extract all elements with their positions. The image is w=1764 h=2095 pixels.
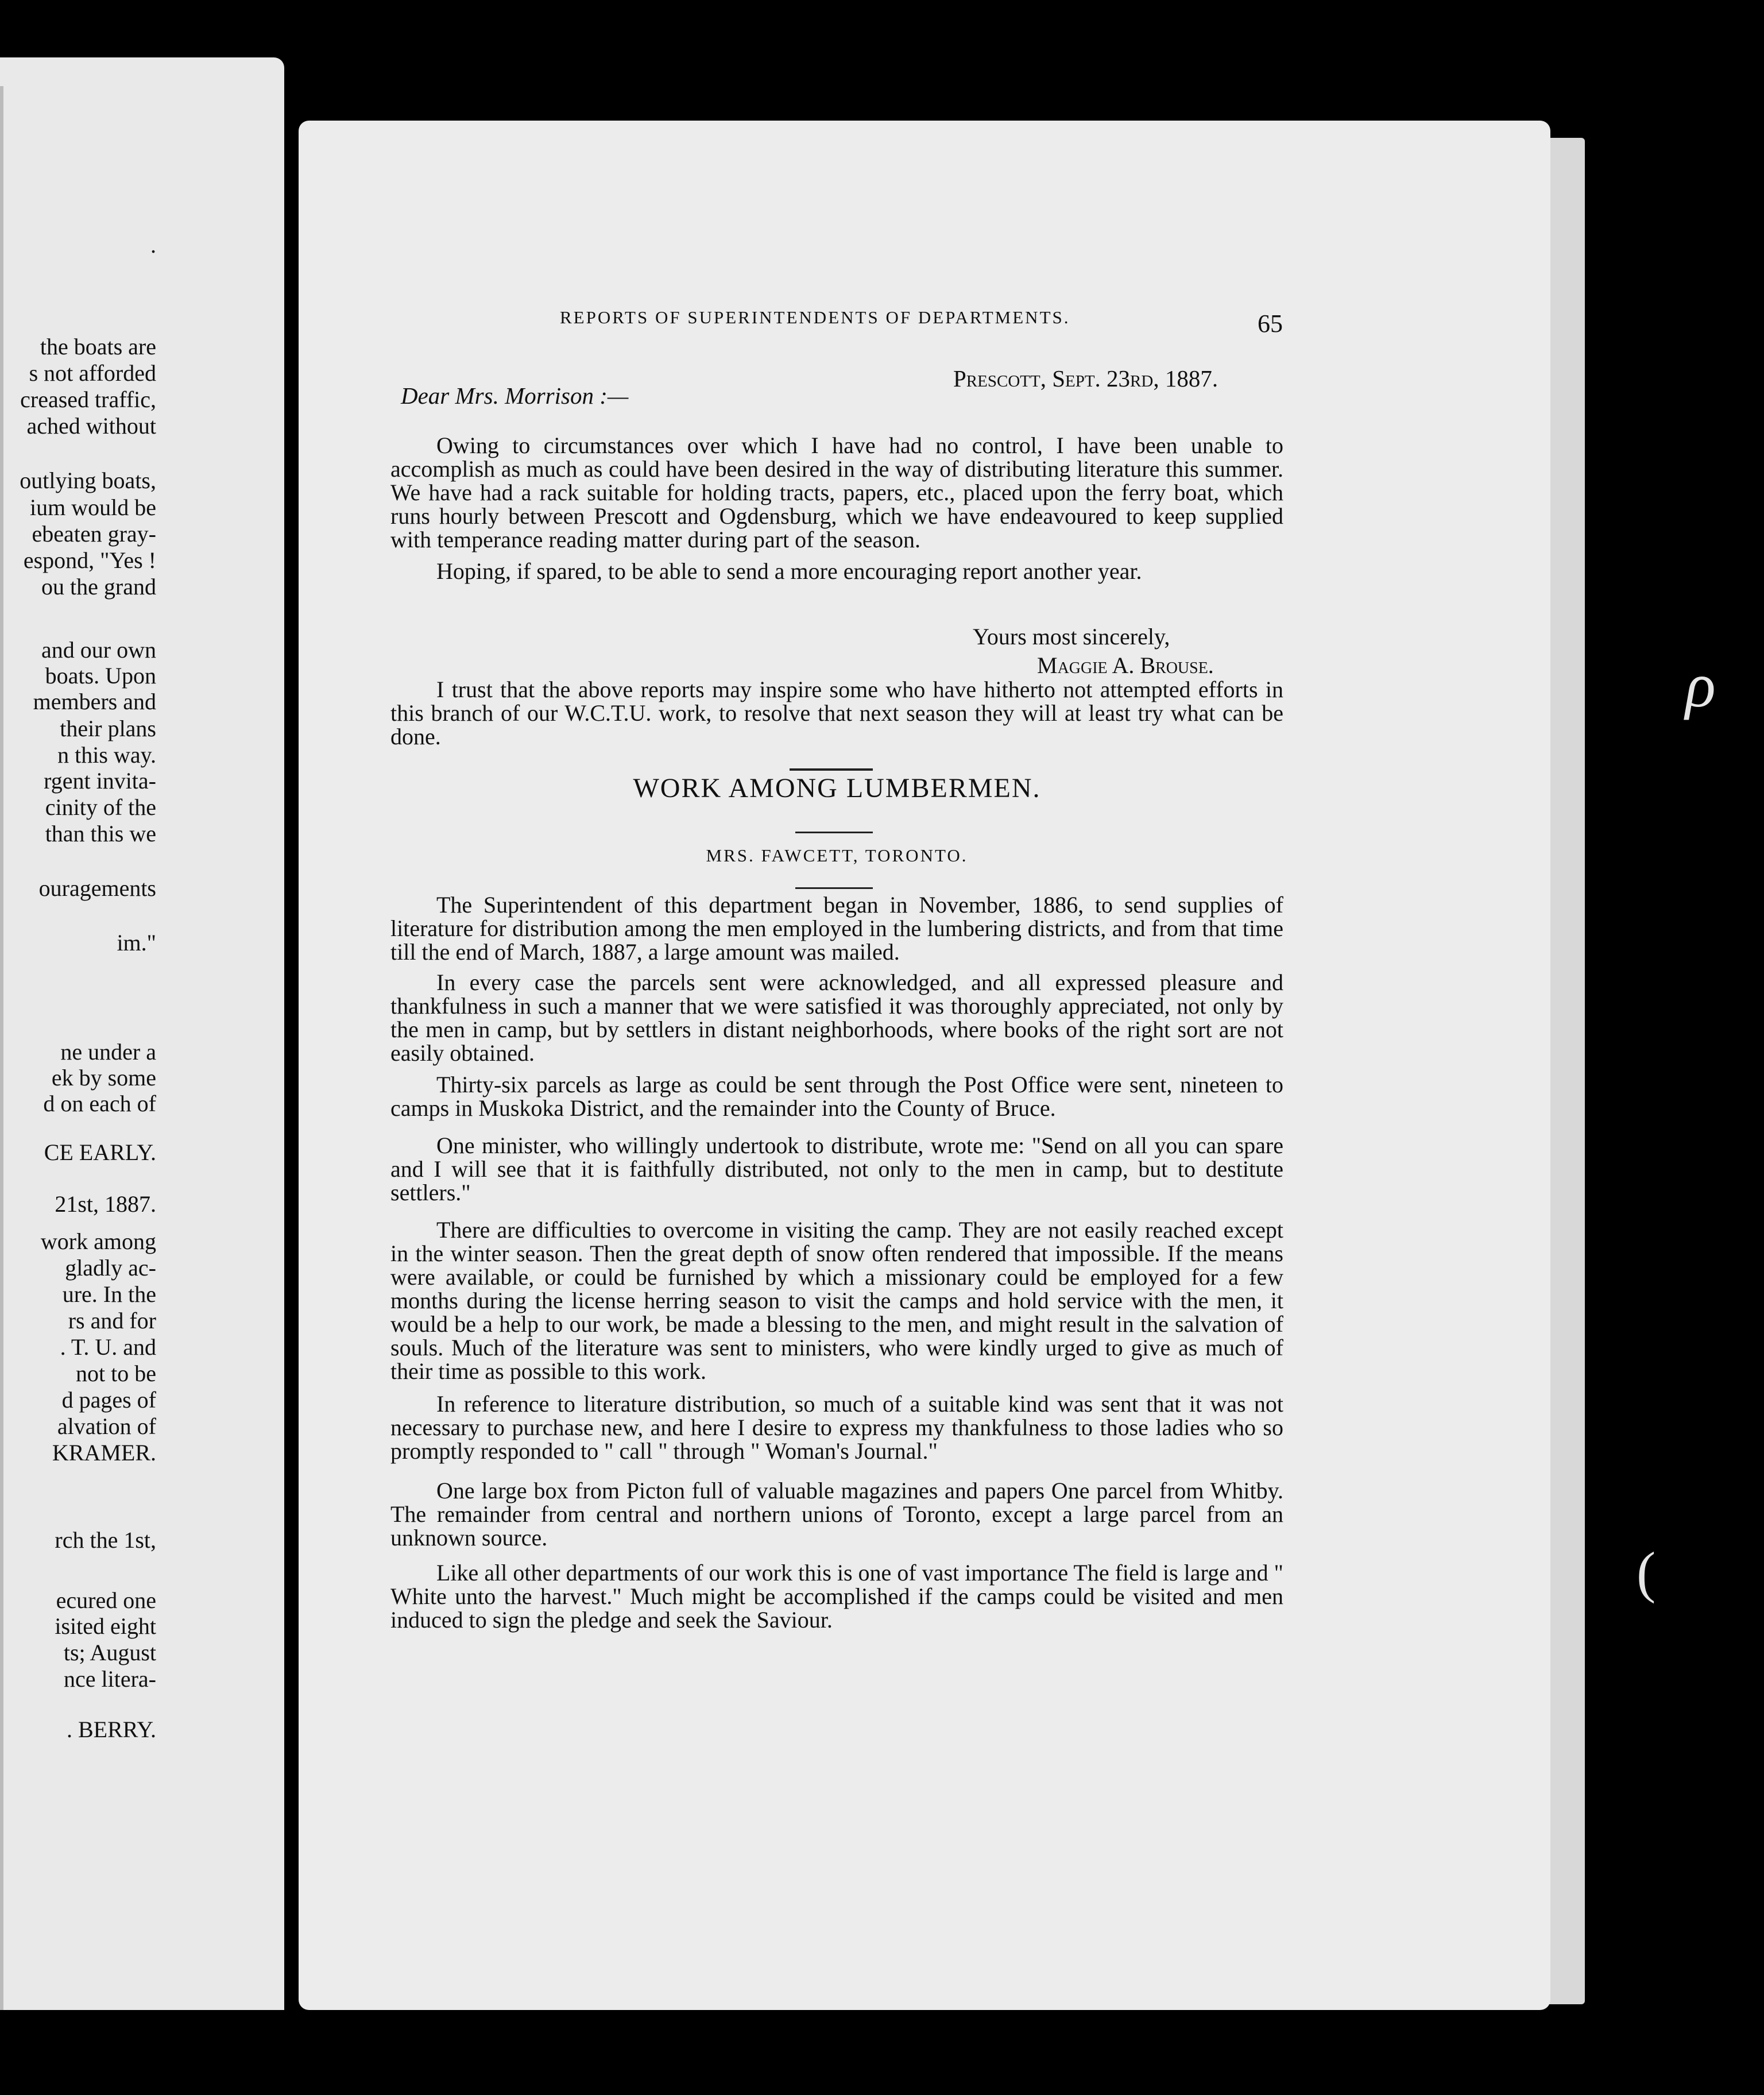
left-page-text-line: ached without xyxy=(26,413,156,439)
left-page-text-line: cinity of the xyxy=(45,794,156,820)
letter-place-date: Prescott, Sept. 23rd, 1887. xyxy=(953,365,1218,392)
body-paragraph: Like all other departments of our work this is one of vast importance The field is large and " White unto the harvest." Much might be accomplished if the camps could be visited and men induced to sign the pledge and seek the Saviour. xyxy=(390,1560,1283,1633)
left-page-text-line: d on each of xyxy=(43,1091,156,1116)
left-page-text-line: s not afforded xyxy=(29,360,156,386)
section-byline: MRS. FAWCETT, TORONTO. xyxy=(706,845,968,865)
left-page-text-line: im." xyxy=(117,930,156,956)
left-page-text-line: than this we xyxy=(45,821,156,846)
left-page-text-line: creased traffic, xyxy=(20,386,156,412)
left-page-text-line: members and xyxy=(33,689,156,714)
left-page-text-line: work among xyxy=(40,1228,156,1254)
body-paragraph: One large box from Picton full of valuable magazines and papers One parcel from Whitby. The remainder from central and northern unions of Toronto, except a large parcel from an unknown source. xyxy=(390,1478,1283,1551)
left-page-text-line: ecured one xyxy=(56,1587,156,1613)
left-page-text-line: 21st, 1887. xyxy=(55,1191,156,1217)
left-page-text-line: nce litera- xyxy=(64,1666,156,1692)
left-page-text-line: ebeaten gray- xyxy=(32,521,156,547)
left-page-text-line: KRAMER. xyxy=(52,1440,156,1466)
section-rule xyxy=(795,832,873,833)
letter-body xyxy=(390,434,1283,583)
left-page-text-line: gladly ac- xyxy=(65,1255,156,1281)
left-page-text-line: outlying boats, xyxy=(20,467,156,493)
left-page-text-line: ou the grand xyxy=(41,574,156,600)
editor-note-text: I trust that the above reports may inspire some who have hitherto not attempted efforts in this branch of our W.C.T.U. work, to resolve that next season they will at least try what can be done. xyxy=(390,677,1283,749)
letter-closing: Yours most sincerely, xyxy=(973,624,1170,650)
left-page-text-line: and our own xyxy=(41,637,156,663)
section-heading: WORK AMONG LUMBERMEN. xyxy=(633,773,1041,803)
left-page-text-line: ne under a xyxy=(60,1039,156,1065)
body-paragraph: One minister, who willingly undertook to distribute, wrote me: "Send on all you can spare and I will see that it is faithfully distributed, not only to the men in camp, but to destitute settlers." xyxy=(390,1132,1283,1205)
running-head: REPORTS OF SUPERINTENDENTS OF DEPARTMENTS. xyxy=(560,307,1070,327)
body-paragraph: The Superintendent of this department began in November, 1886, to send supplies of literature for distribution among the men employed in the lumbering districts, and from that time till the end of March, 1887, a large amount was mailed. xyxy=(390,892,1283,965)
letter-signature: Maggie A. Brouse. xyxy=(1037,652,1214,678)
section-rule xyxy=(790,768,873,771)
left-page-text-line: d pages of xyxy=(61,1387,156,1413)
editor-note xyxy=(390,678,1283,748)
letter-paragraph: Owing to circumstances over which I have had no control, I have been unable to accomplish as much as could have been desired in the way of distributing literature this summer. We have had a rack suitable for holding tracts, papers, etc., placed upon the ferry boat, which runs hourly between Prescott and Ogdensburg, which we have endeavoured to keep supplied with temperance reading matter during part of the season. xyxy=(390,432,1283,552)
left-page-text-line: the boats are xyxy=(40,334,156,360)
letter-salutation: Dear Mrs. Morrison :— xyxy=(401,382,629,409)
section-rule xyxy=(795,887,873,889)
left-page-text-line: alvation of xyxy=(57,1413,156,1439)
left-page-text-line: boats. Upon xyxy=(45,663,156,689)
body-paragraph: There are difficulties to overcome in visiting the camp. They are not easily reached except in the winter season. Then the great depth of snow often rendered that impossible. If the means were available, or could be furnished by which a missionary could be employed for a few months during the license herring season to visit the camps and hold service with the men, it would be a help to our work, be made a blessing to the men, and might result in the salvation of souls. Much of the literature was sent to ministers, who were kindly urged to give as much of their time as possible to this work. xyxy=(390,1217,1283,1384)
left-page-text-line: espond, "Yes ! xyxy=(23,547,156,573)
left-page-text-line: ek by some xyxy=(51,1065,156,1091)
letter-paragraph: Hoping, if spared, to be able to send a more encouraging report another year. xyxy=(436,558,1142,584)
left-page-text-line: ure. In the xyxy=(62,1281,156,1307)
section-body xyxy=(390,893,1283,1632)
left-page-text-line: isited eight xyxy=(55,1613,156,1639)
body-paragraph: Thirty-six parcels as large as could be sent through the Post Office were sent, nineteen to camps in Muskoka District, and the remainder into the County of Bruce. xyxy=(390,1072,1283,1121)
left-page-text-line: ts; August xyxy=(63,1640,156,1665)
left-page-text-line: CE EARLY. xyxy=(44,1139,156,1165)
left-page-edge xyxy=(0,86,3,2010)
page-number: 65 xyxy=(1258,310,1283,338)
left-page-text-line: rgent invita- xyxy=(44,768,156,794)
left-page-text-line: rch the 1st, xyxy=(55,1527,156,1553)
left-page-text-line: . xyxy=(150,232,156,258)
body-paragraph: In reference to literature distribution, so much of a suitable kind was sent that it was not necessary to purchase new, and here I desire to express my thankfulness to those ladies who so promptly responded to " call " through " Woman's Journal." xyxy=(390,1391,1283,1464)
left-page-text-line: ouragements xyxy=(38,875,156,901)
margin-pencil-mark: ρ xyxy=(1685,650,1716,720)
left-page-text-line: . T. U. and xyxy=(60,1334,156,1360)
left-page-text-line: ium would be xyxy=(30,494,156,520)
left-page-text-line: n this way. xyxy=(57,742,156,768)
left-page-text-line: their plans xyxy=(60,716,156,741)
body-paragraph: In every case the parcels sent were acknowledged, and all expressed pleasure and thankfulness in such a manner that we were satisfied it was thoroughly appreciated, not only by the men in camp, but by settlers in distant neighborhoods, where books of the right sort are not easily obtained. xyxy=(390,969,1283,1066)
left-page-text-line: . BERRY. xyxy=(67,1717,156,1742)
margin-pencil-mark: ( xyxy=(1637,1540,1656,1604)
left-page-fragment xyxy=(0,57,284,2010)
left-page-text-line: not to be xyxy=(76,1360,156,1386)
left-page-text-line: rs and for xyxy=(68,1308,156,1333)
